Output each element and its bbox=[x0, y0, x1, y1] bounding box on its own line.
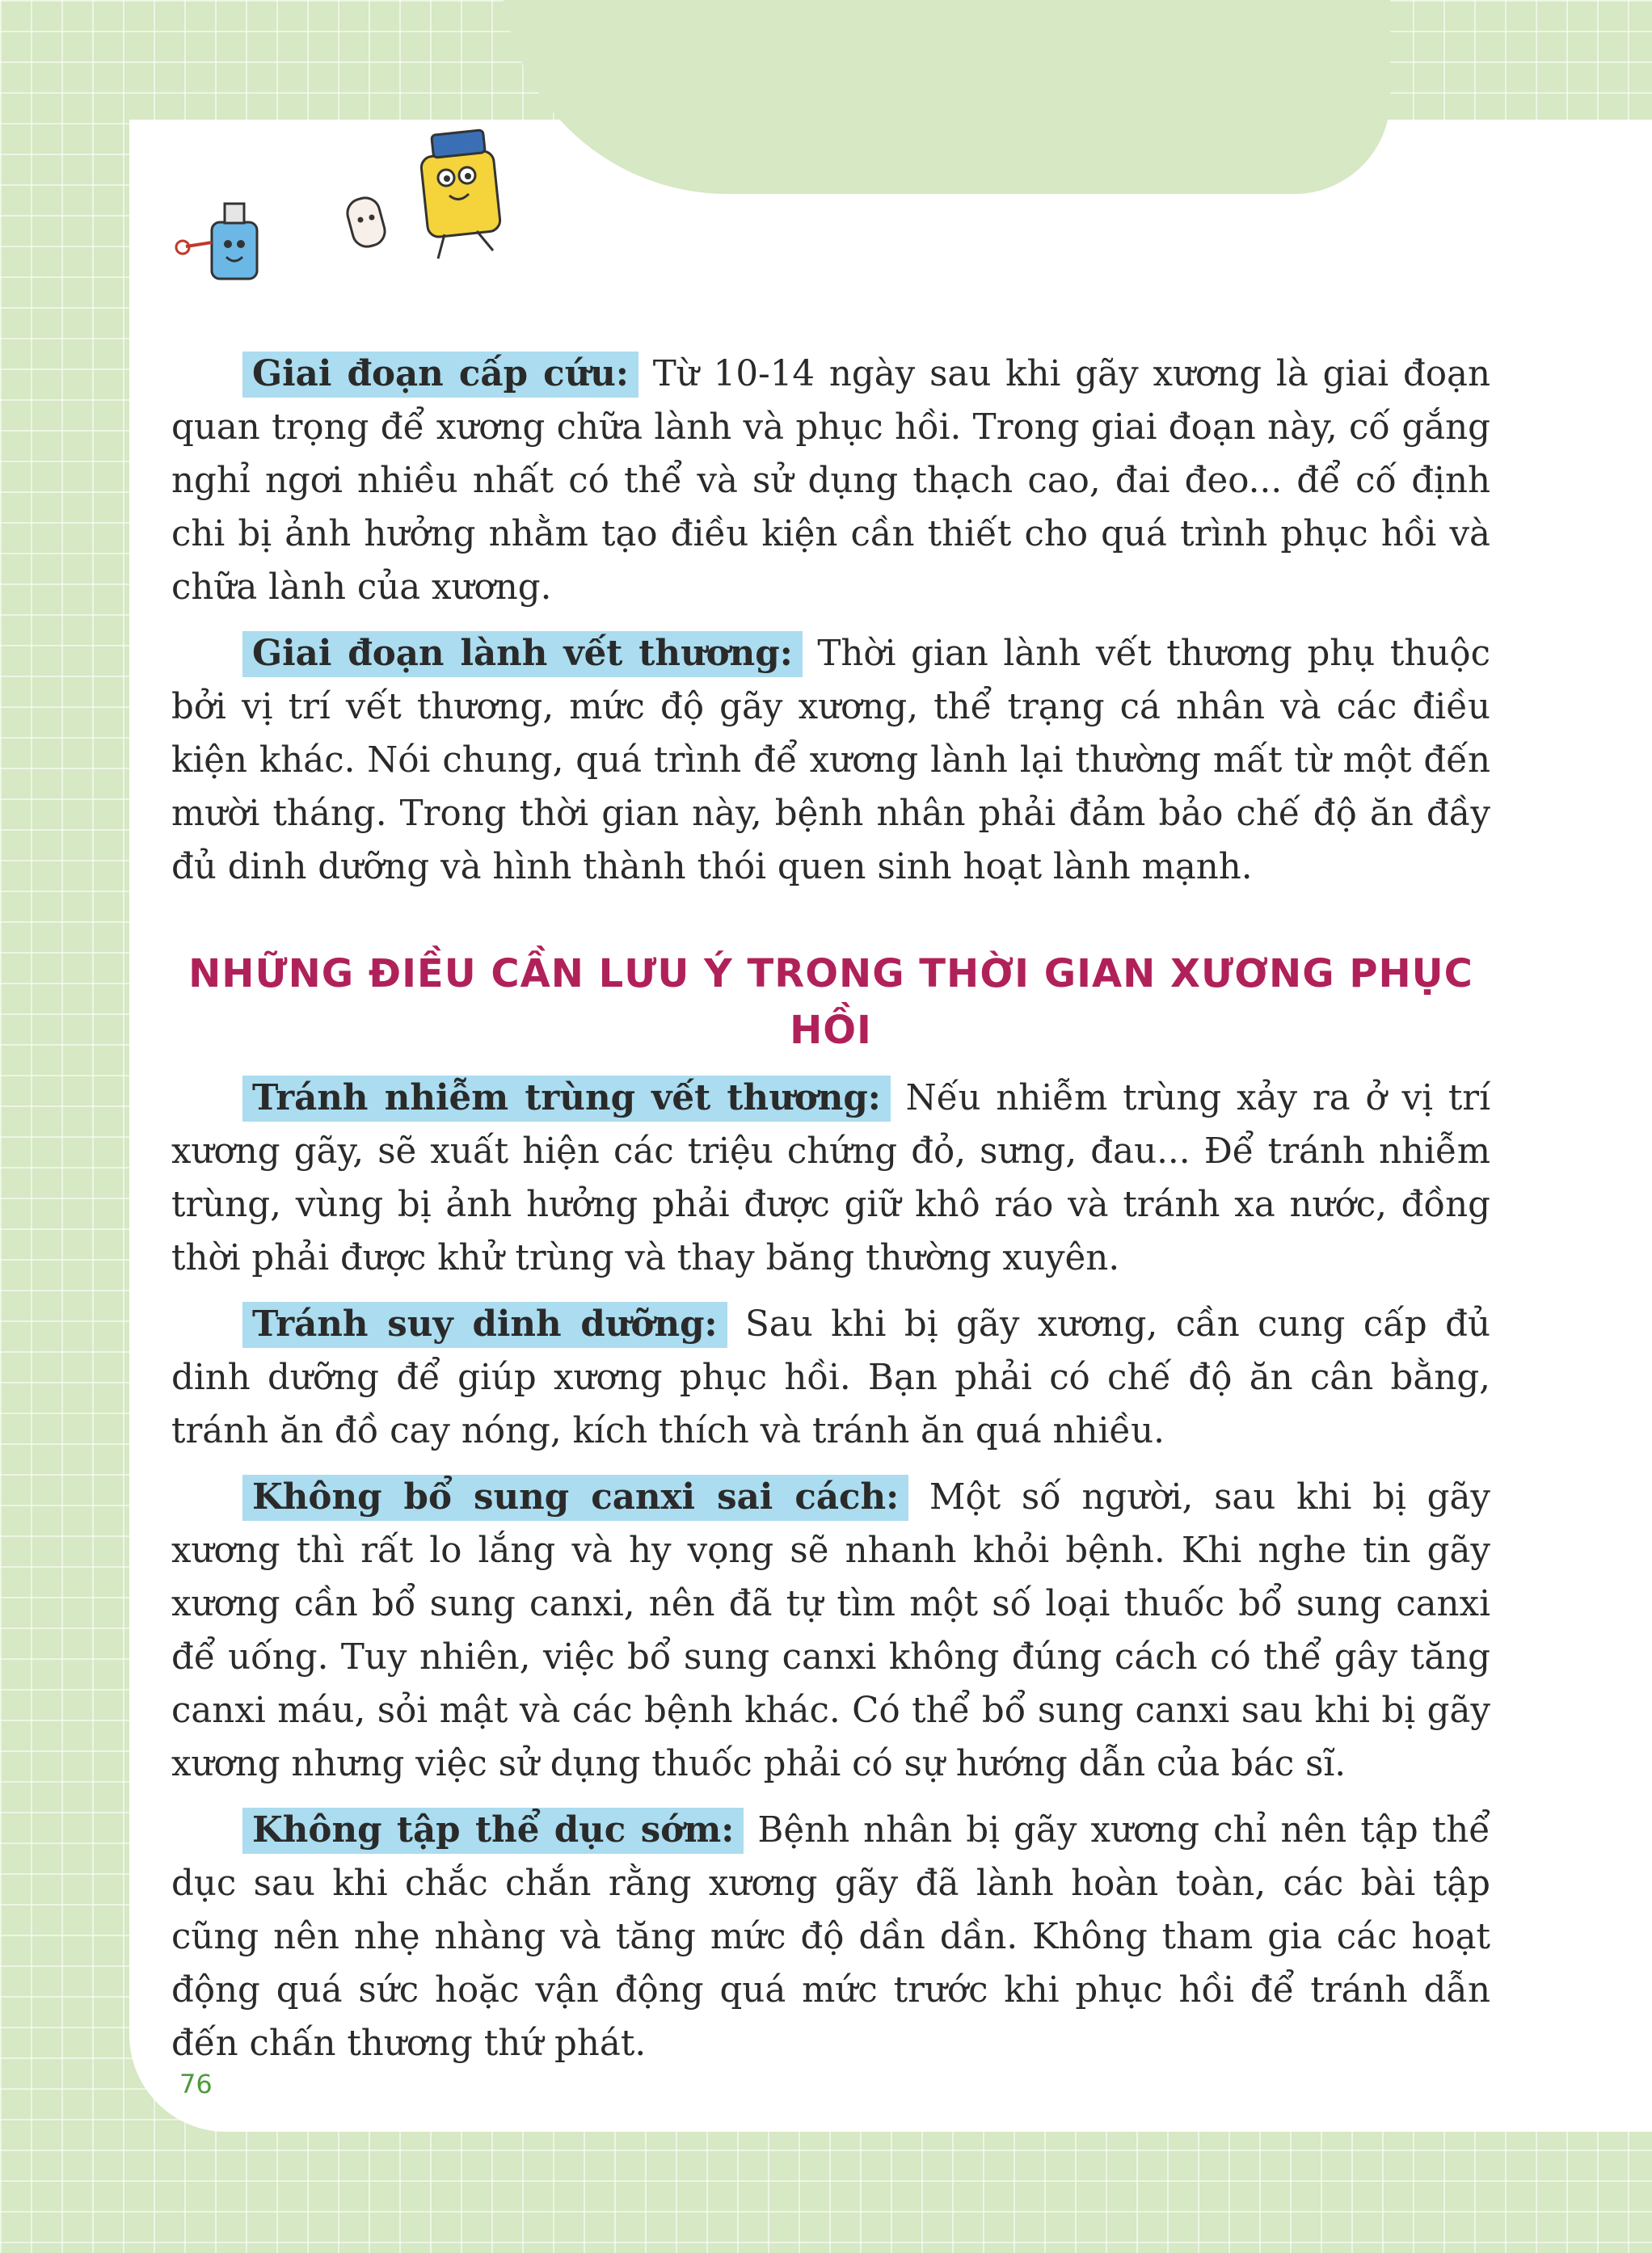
page-number: 76 bbox=[179, 2069, 213, 2099]
sparkle-icon bbox=[316, 291, 347, 322]
paragraph bbox=[171, 1804, 1490, 2070]
paragraph-text: Nếu nhiễm trùng xảy ra ở vị trí xương gãy, sẽ xuất hiện các triệu chứng đỏ, sưng, đau... Để tránh nhiễm trùng, vùng bị ảnh hưởng phải được giữ khô ráo và tránh xa nước, đồng thời phải được khử trùng và thay băng thường xuyên. bbox=[171, 1078, 1491, 1278]
term-label: Tránh suy dinh dưỡng: bbox=[242, 1302, 727, 1348]
term-label: Không bổ sung canxi sai cách: bbox=[242, 1475, 908, 1521]
paragraph-text: Một số người, sau khi bị gãy xương thì rất lo lắng và hy vọng sẽ nhanh khỏi bệnh. Khi nghe tin gãy xương cần bổ sung canxi, nên đã tự tìm một số loại thuốc bổ sung canxi để uống. Tuy nhiên, việc bổ sung canxi không đúng cách có thể gây tăng canxi máu, sỏi mật và các bệnh khác. Có thể bổ sung canxi sau khi bị gãy xương nhưng việc sử dụng thuốc phải có sự hướng dẫn của bác sĩ. bbox=[171, 1477, 1491, 1784]
bottle-character-icon bbox=[176, 204, 257, 279]
header-blob bbox=[501, 0, 1390, 194]
term-label: Không tập thể dục sớm: bbox=[242, 1808, 744, 1854]
paragraph-text: Từ 10-14 ngày sau khi gãy xương là giai đoạn quan trọng để xương chữa lành và phục hồi. Trong giai đoạn này, cố gắng nghỉ ngơi nhiều nhất có thể và sử dụng thạch cao, đai đeo... để cố định chi bị ảnh hưởng nhằm tạo điều kiện cần thiết cho quá trình phục hồi và chữa lành của xương. bbox=[171, 354, 1490, 608]
content bbox=[171, 347, 1490, 2083]
paragraph bbox=[171, 347, 1490, 614]
section-heading: NHỮNG ĐIỀU CẦN LƯU Ý TRONG THỜI GIAN XƯƠNG PHỤC HỒI bbox=[188, 951, 1473, 1053]
paragraph-text: Thời gian lành vết thương phụ thuộc bởi vị trí vết thương, mức độ gãy xương, thể trạng cá nhân và các điều kiện khác. Nói chung, quá trình để xương lành lại thường mất từ một đến mười tháng. Trong thời gian này, bệnh nhân phải đảm bảo chế độ ăn đầy đủ dinh dưỡng và hình thành thói quen sinh hoạt lành mạnh. bbox=[171, 634, 1490, 887]
paragraph bbox=[171, 627, 1490, 894]
pill-character-icon bbox=[344, 195, 388, 250]
paragraph bbox=[171, 1298, 1490, 1458]
term-label: Giai đoạn lành vết thương: bbox=[242, 631, 803, 677]
paragraph-text: Bệnh nhân bị gãy xương chỉ nên tập thể dục sau khi chắc chắn rằng xương gãy đã lành hoàn toàn, các bài tập cũng nên nhẹ nhàng và tăng mức độ dần dần. Không tham gia các hoạt động quá sức hoặc vận động quá mức trước khi phục hồi để tránh dẫn đến chấn thương thứ phát. bbox=[171, 1810, 1490, 2064]
illustration bbox=[145, 105, 598, 347]
paragraph bbox=[171, 1471, 1490, 1791]
sparkle-icon bbox=[286, 121, 325, 160]
term-label: Giai đoạn cấp cứu: bbox=[242, 352, 638, 398]
term-label: Tránh nhiễm trùng vết thương: bbox=[242, 1076, 891, 1122]
paragraph bbox=[171, 1072, 1490, 1285]
paragraph-text: Sau khi bị gãy xương, cần cung cấp đủ dinh dưỡng để giúp xương phục hồi. Bạn phải có chế độ ăn cân bằng, tránh ăn đồ cay nóng, kích thích và tránh ăn quá nhiều. bbox=[171, 1304, 1490, 1451]
jar-character-icon bbox=[420, 130, 501, 259]
